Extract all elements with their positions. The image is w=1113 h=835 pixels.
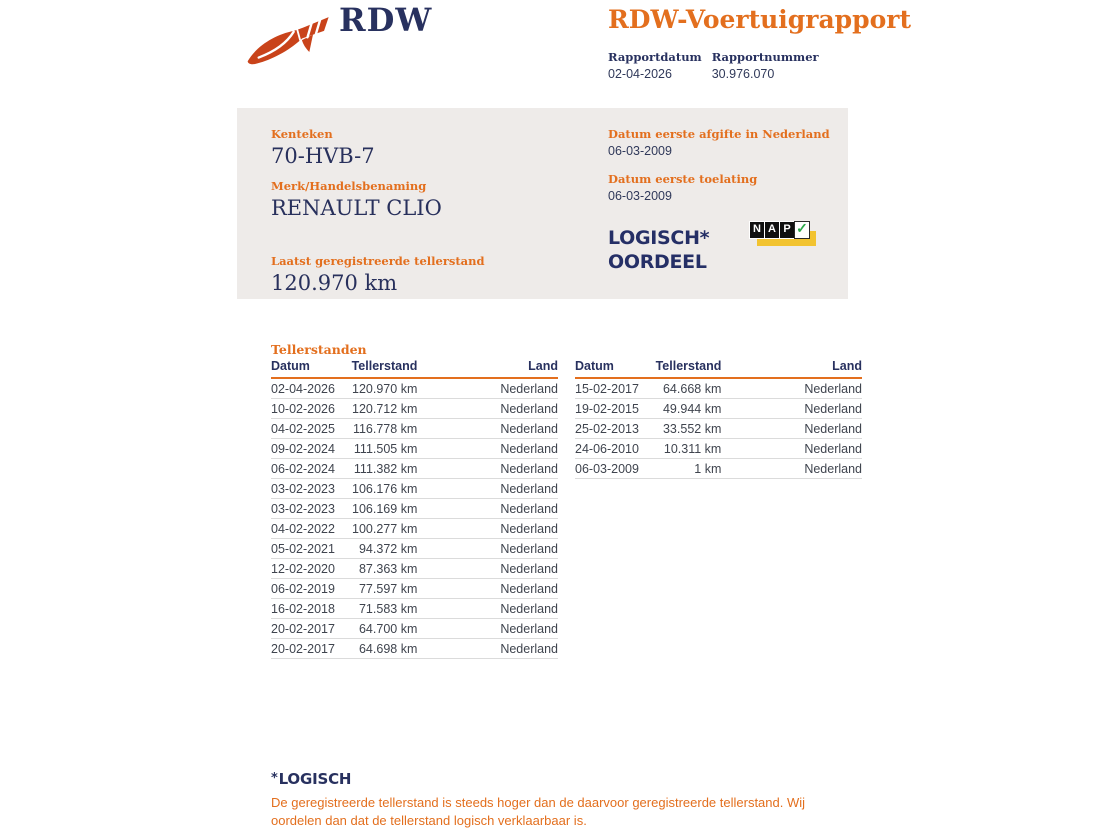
table-cell: 15-02-2017 [575, 378, 652, 399]
table-cell: 10.311 km [652, 439, 721, 459]
table-row [271, 639, 558, 659]
table-cell: Nederland [417, 539, 558, 559]
table-cell: Nederland [721, 378, 862, 399]
table-cell: Nederland [721, 419, 862, 439]
table-row [575, 459, 862, 479]
table-row [271, 579, 558, 599]
page-title: RDW-Voertuigrapport [608, 5, 912, 34]
table-cell: 04-02-2025 [271, 419, 348, 439]
table-cell: 24-06-2010 [575, 439, 652, 459]
first-admission-label: Datum eerste toelating [608, 172, 758, 186]
table-cell: 111.382 km [348, 459, 417, 479]
tellerstanden-heading: Tellerstanden [271, 342, 367, 357]
table-cell: 03-02-2023 [271, 479, 348, 499]
table-cell: 03-02-2023 [271, 499, 348, 519]
table-cell: Nederland [417, 479, 558, 499]
table-row [575, 439, 862, 459]
table-cell: Nederland [417, 639, 558, 659]
report-date-label: Rapportdatum [608, 50, 702, 64]
table-cell: Nederland [417, 559, 558, 579]
table-cell: 25-02-2013 [575, 419, 652, 439]
table-row [271, 499, 558, 519]
table-row [271, 599, 558, 619]
table-cell: Nederland [417, 519, 558, 539]
table-cell: 05-02-2021 [271, 539, 348, 559]
rdw-wordmark: RDW [339, 1, 433, 39]
table-cell: 1 km [652, 459, 721, 479]
column-header: Land [721, 359, 862, 378]
table-row [271, 459, 558, 479]
table-cell: 16-02-2018 [271, 599, 348, 619]
table-row [271, 399, 558, 419]
table-cell: 64.668 km [652, 378, 721, 399]
vehicle-identity-group [271, 127, 571, 220]
table-cell: Nederland [417, 419, 558, 439]
table-row [575, 399, 862, 419]
table-row [575, 419, 862, 439]
odometer-table-right [575, 359, 862, 479]
table-cell: 71.583 km [348, 599, 417, 619]
table-header-row [271, 359, 558, 378]
table-cell: Nederland [721, 439, 862, 459]
last-odometer-label: Laatst geregistreerde tellerstand [271, 254, 485, 268]
table-header-row [575, 359, 862, 378]
merk-value: RENAULT CLIO [271, 196, 442, 220]
report-number-value: 30.976.070 [711, 67, 775, 81]
table-cell: 10-02-2026 [271, 399, 348, 419]
kenteken-label: Kenteken [271, 127, 333, 141]
table-row [271, 619, 558, 639]
nap-letter-p: P [779, 221, 795, 239]
table-cell: Nederland [721, 399, 862, 419]
table-cell: 106.176 km [348, 479, 417, 499]
table-row [271, 378, 558, 399]
table-cell: Nederland [417, 459, 558, 479]
table-cell: 19-02-2015 [575, 399, 652, 419]
report-number-label: Rapportnummer [711, 50, 819, 64]
table-row [271, 519, 558, 539]
table-cell: 120.712 km [348, 399, 417, 419]
first-admission-value: 06-03-2009 [608, 189, 672, 203]
footnote-text: De geregistreerde tellerstand is steeds hoger dan de daarvoor geregistreerde tellerstand. Wij oordelen dan dat de tellerstand logisch verklaarbaar is. [271, 795, 806, 828]
table-cell: Nederland [417, 619, 558, 639]
table-cell: 120.970 km [348, 378, 417, 399]
table-cell: Nederland [417, 439, 558, 459]
table-cell: Nederland [417, 399, 558, 419]
table-cell: 87.363 km [348, 559, 417, 579]
nap-letter-a: A [764, 221, 780, 239]
table-cell: 106.169 km [348, 499, 417, 519]
last-odometer-group [271, 254, 571, 295]
table-cell: 49.944 km [652, 399, 721, 419]
nap-logo [749, 221, 819, 249]
table-cell: Nederland [417, 378, 558, 399]
table-cell: 111.505 km [348, 439, 417, 459]
nap-logo-tiles [749, 221, 809, 239]
column-header: Datum [271, 359, 348, 378]
report-date-group [608, 50, 702, 81]
odometer-tables [271, 359, 862, 659]
table-cell: 116.778 km [348, 419, 417, 439]
table-cell: Nederland [721, 459, 862, 479]
merk-label: Merk/Handelsbenaming [271, 179, 427, 193]
footnote-heading [271, 770, 837, 788]
column-header: Tellerstand [652, 359, 721, 378]
table-cell: 100.277 km [348, 519, 417, 539]
table-cell: Nederland [417, 579, 558, 599]
vehicle-summary-panel [237, 108, 848, 299]
report-date-value: 02-04-2026 [608, 67, 672, 81]
table-cell: 09-02-2024 [271, 439, 348, 459]
column-header: Datum [575, 359, 652, 378]
table-row [271, 419, 558, 439]
table-cell: Nederland [417, 599, 558, 619]
table-cell: Nederland [417, 499, 558, 519]
table-row [575, 378, 862, 399]
table-row [271, 559, 558, 579]
table-cell: 04-02-2022 [271, 519, 348, 539]
logisch-footnote [271, 770, 837, 829]
table-cell: 06-02-2019 [271, 579, 348, 599]
report-meta [608, 50, 829, 81]
table-cell: 77.597 km [348, 579, 417, 599]
nap-checkmark-icon: ✓ [794, 221, 810, 239]
verdict-text [608, 226, 709, 274]
rdw-logo-icon [244, 10, 336, 72]
odometer-table-left [271, 359, 558, 659]
column-header: Land [417, 359, 558, 378]
first-issue-value: 06-03-2009 [608, 144, 672, 158]
table-row [271, 439, 558, 459]
table-cell: 20-02-2017 [271, 639, 348, 659]
column-header: Tellerstand [348, 359, 417, 378]
first-issue-label: Datum eerste afgifte in Nederland [608, 127, 830, 141]
verdict-line2: OORDEEL [608, 251, 707, 273]
kenteken-value: 70-HVB-7 [271, 144, 375, 168]
report-number-group [712, 50, 819, 81]
table-cell: 06-02-2024 [271, 459, 348, 479]
table-cell: 06-03-2009 [575, 459, 652, 479]
nap-letter-n: N [749, 221, 765, 239]
table-cell: 64.700 km [348, 619, 417, 639]
table-cell: 64.698 km [348, 639, 417, 659]
table-cell: 33.552 km [652, 419, 721, 439]
table-row [271, 539, 558, 559]
last-odometer-value: 120.970 km [271, 271, 398, 295]
table-cell: 12-02-2020 [271, 559, 348, 579]
verdict-line1: LOGISCH* [608, 227, 710, 249]
footnote-heading-text: LOGISCH [278, 770, 352, 788]
table-cell: 20-02-2017 [271, 619, 348, 639]
table-cell: 94.372 km [348, 539, 417, 559]
table-cell: 02-04-2026 [271, 378, 348, 399]
footnote-asterisk: * [271, 771, 278, 786]
registration-dates-group [608, 127, 838, 204]
table-row [271, 479, 558, 499]
